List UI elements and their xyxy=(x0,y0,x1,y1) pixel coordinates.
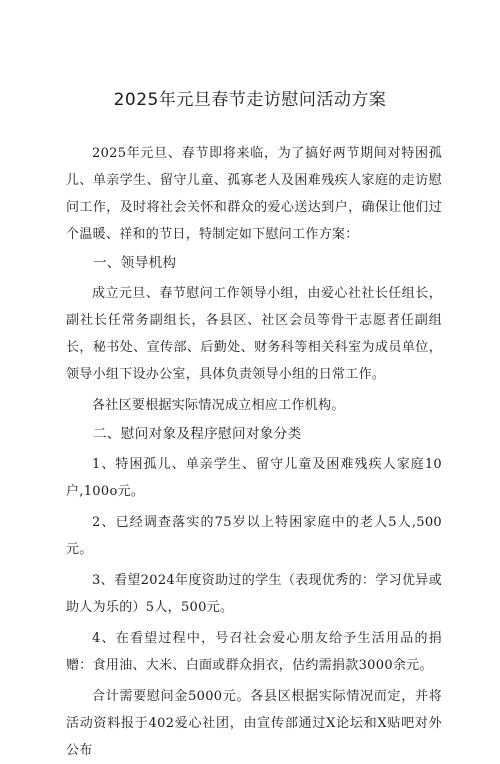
recipient-item-1: 1、特困孤儿、单亲学生、留守儿童及困难残疾人家庭10户,100o元。 xyxy=(66,457,442,499)
document-body xyxy=(66,140,442,764)
recipient-item-4: 4、在看望过程中，号召社会爱心朋友给予生活用品的捐赠：食用油、大米、白面或群众捐衣，估约需捐款3000余元。 xyxy=(66,631,442,673)
intro-paragraph: 2025年元旦、春节即将来临，为了搞好两节期间对特困孤儿、单亲学生、留守儿童、孤寡老人及困难残疾人家庭的走访慰问工作，及时将社会关怀和群众的爱心送达到户，确保让他们过个温暖、祥和的节日，特制定如下慰问工作方案： xyxy=(66,146,442,242)
section-heading-leadership: 一、领导机构 xyxy=(93,255,177,271)
leadership-note-paragraph: 各社区要根据实际情况成立相应工作机构。 xyxy=(92,398,345,413)
recipient-item-2: 2、已经调查落实的75岁以上特困家庭中的老人5人,500元。 xyxy=(66,515,442,557)
document-title: 2025年元旦春节走访慰问活动方案 xyxy=(113,90,387,111)
summary-paragraph: 合计需要慰问金5000元。各县区根据实际情况而定，并将活动资料报于402爱心社团，由宣传部通过X论坛和X贴吧对外公布 xyxy=(66,689,442,758)
leadership-paragraph: 成立元旦、春节慰问工作领导小组，由爱心社社长任组长，副社长任常务副组长，各县区、社区会员等骨干志愿者任副组长，秘书处、宣传部、后勤处、财务科等相关科室为成员单位，领导小组下设办公室，具体负责领导小组的日常工作。 xyxy=(66,286,442,382)
recipient-item-3: 3、看望2024年度资助过的学生（表现优秀的：学习优异或助人为乐的）5人，500元。 xyxy=(66,573,442,615)
section-heading-recipients: 二、慰问对象及程序慰问对象分类 xyxy=(93,426,302,442)
